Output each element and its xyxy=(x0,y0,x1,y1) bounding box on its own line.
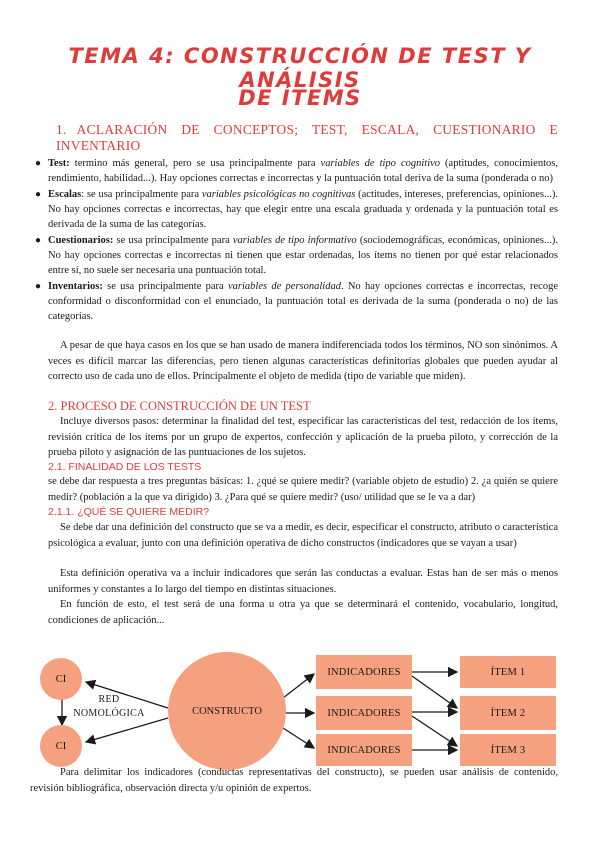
text: (actitudes, intereses, preferencias, opiniones...). No hay opciones correctas e incorrectas, hay que elegir entre una escala graduada y ordenada y la puntuación total es derivada de la suma de las categorías. xyxy=(48,189,559,230)
list-item-escalas xyxy=(30,187,558,232)
text: termino más general, pero se usa principalmente para xyxy=(69,158,321,169)
item-box-1: ÍTEM 1 xyxy=(460,656,556,688)
red-label-line-1: RED xyxy=(98,694,120,705)
bullet-icon: ● xyxy=(35,281,42,292)
red-label-line-2: NOMOLÓGICA xyxy=(73,708,145,719)
arrow-ind1-item2 xyxy=(412,676,457,708)
text: . No hay opciones correctas e incorrectas, recoge conformidad o disconformidad con el enunciado, la puntuación total es derivada de la suma (ponderada o no) de las categorías. xyxy=(48,281,559,322)
bullet-icon: ● xyxy=(35,158,42,169)
paragraph-text: En función de esto, el test será de una forma u otra ya que se determinará el contenido, vocabulario, longitud, condiciones de aplicación... xyxy=(48,599,558,626)
section-1-heading xyxy=(56,122,558,154)
subsection-paragraph-1 xyxy=(48,520,558,551)
list-item-cuestionarios xyxy=(30,233,558,278)
indicadores-box-3: INDICADORES xyxy=(316,734,412,766)
subsection-2-1-heading: 2.1. FINALIDAD DE LOS TESTS xyxy=(48,461,202,473)
construct-diagram xyxy=(0,620,600,770)
term-test: Test: xyxy=(48,158,70,169)
variable-type: variables de tipo cognitivo xyxy=(320,158,441,169)
variable-type: variables de tipo informativo xyxy=(232,235,357,246)
definitions-list xyxy=(30,156,558,325)
list-item-test xyxy=(30,156,558,186)
subsection-2-1-paragraph xyxy=(48,474,558,505)
text: se usa principalmente para xyxy=(113,235,233,246)
item-box-2: ÍTEM 2 xyxy=(460,696,556,730)
term-escalas: Escalas xyxy=(48,189,82,200)
ci-top-node: CI xyxy=(40,658,82,700)
section-2-paragraph xyxy=(48,414,558,461)
paragraph-text: Se debe dar una definición del constructo que se va a medir, es decir, especificar el constructo, atributo o característica psicológica a evaluar, junto con una definición operativa de dicho constructos (indicadores que se vayan a usar) xyxy=(48,522,558,549)
indicadores-box-1: INDICADORES xyxy=(316,655,412,689)
text: : se usa principalmente para xyxy=(81,189,202,200)
term-cuestionarios: Cuestionarios: xyxy=(48,235,114,246)
text: (sociodemográficas, económicas, opiniones...). No hay opciones correctas e incorrectas ni tienen que estar ordenadas, los ítems no tienen por qué estar relacionados entre sí, no suele ser necesaria una puntuación total. xyxy=(48,235,558,276)
bullet-icon: ● xyxy=(35,235,42,246)
title-line-1: TEMA 4: CONSTRUCCIÓN DE TEST Y ANÁLISIS xyxy=(68,44,532,92)
text: (aptitudes, conocimientos, rendimiento, habilidad...). Hay opciones correctas e incorrectas y la puntuación total deriva de la suma (ponderada o no) xyxy=(48,158,558,184)
arrow-constructo-ci-bottom xyxy=(86,718,168,742)
arrow-ind2-item3 xyxy=(412,716,457,746)
item-box-3: ÍTEM 3 xyxy=(460,734,556,766)
subsection-paragraph-2 xyxy=(48,566,558,597)
indicadores-box-2: INDICADORES xyxy=(316,696,412,730)
ci-bottom-node: CI xyxy=(40,725,82,767)
section-1-paragraph xyxy=(48,338,558,385)
paragraph-text: A pesar de que haya casos en los que se han usado de manera indiferenciada todos los términos, NO son sinónimos. A veces es difícil marcar las diferencias, pero tienen algunas características definitorias globales que pueden ayudar al correcto uso de cada uno de ellos. Principalmente el objeto de medida (tipo de variable que miden). xyxy=(48,340,558,382)
paragraph-text: Incluye diversos pasos: determinar la finalidad del test, especificar las características del test, redacción de los ítems, revisión crítica de los ítems por un grupo de expertos, confección y aplicación de la prueba piloto, y corrección de la prueba piloto y asignación de las puntuaciones de los sujetos. xyxy=(48,416,558,458)
section-2-heading: 2. PROCESO DE CONSTRUCCIÓN DE UN TEST xyxy=(48,399,311,413)
red-nomologica-label xyxy=(66,693,152,721)
section-1-number: 1. xyxy=(56,122,67,137)
paragraph-text: se debe dar respuesta a tres preguntas básicas: 1. ¿qué se quiere medir? (variable objeto de estudio) 2. ¿a quién se quiere medir? (población a la que va dirigido) 3. ¿Para qué se quiere medir? (uso/ utilidad que se le va a dar) xyxy=(48,476,558,503)
section-1-heading-text: ACLARACIÓN DE CONCEPTOS; TEST, ESCALA, CUESTIONARIO E INVENTARIO xyxy=(56,122,558,153)
variable-type: variables de personalidad xyxy=(228,281,341,292)
text: se usa principalmente para xyxy=(102,281,228,292)
paragraph-text: Para delimitar los indicadores (conductas representativas del constructo), se pueden usar análisis de contenido, revisión bibliográfica, observación directa y/u opinión de expertos. xyxy=(30,767,558,794)
subsection-2-1-1-heading: 2.1.1. ¿QUÉ SE QUIERE MEDIR? xyxy=(48,506,210,518)
paragraph-text: Esta definición operativa va a incluir indicadores que serán las conductas a evaluar. Estas han de ser más o menos uniformes y constantes a lo largo del tiempo en distintas situaciones. xyxy=(48,568,558,595)
variable-type: variables psicológicas no cognitivas xyxy=(201,189,356,200)
title-line-2: DE ÍTEMS xyxy=(238,86,362,110)
footer-paragraph xyxy=(30,765,558,796)
arrow-constructo-ind-1 xyxy=(283,674,314,698)
list-item-inventarios xyxy=(30,279,558,324)
term-inventarios: Inventarios: xyxy=(48,281,103,292)
constructo-node: CONSTRUCTO xyxy=(168,652,286,770)
bullet-icon: ● xyxy=(35,189,42,200)
arrow-constructo-ind-3 xyxy=(283,728,314,748)
